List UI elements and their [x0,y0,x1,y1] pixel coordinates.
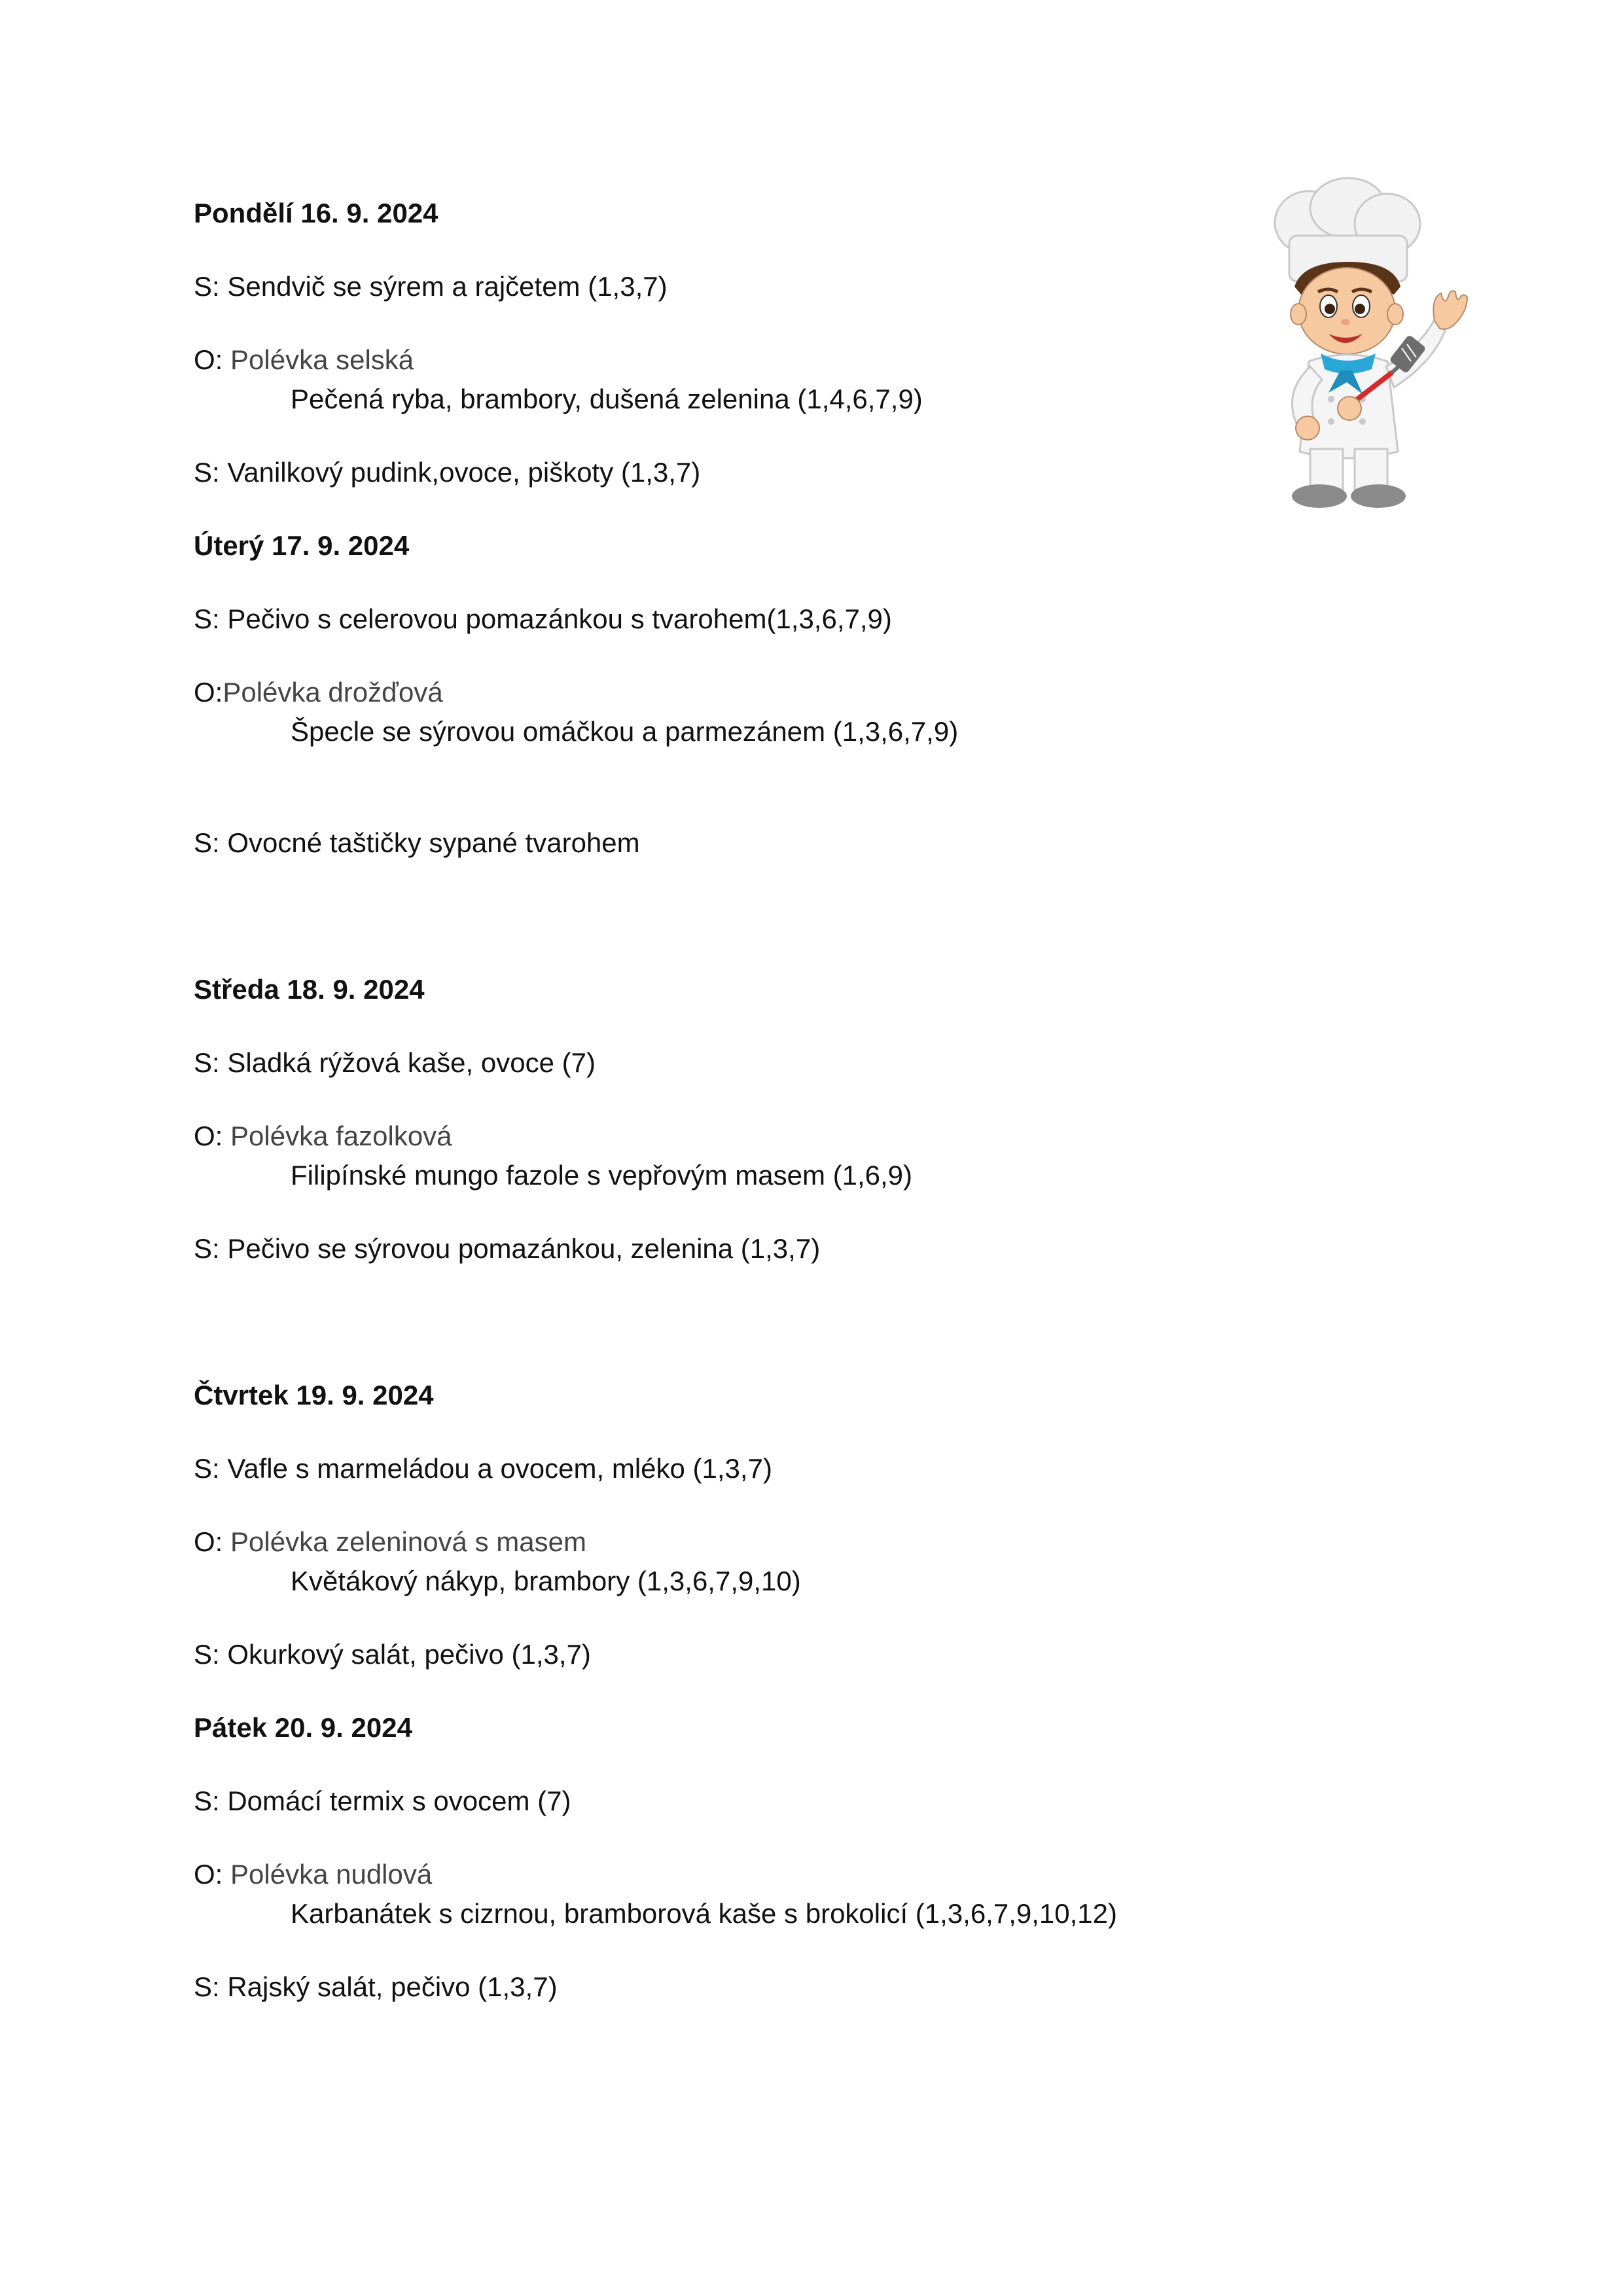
soup-name: Polévka selská [230,344,414,375]
lunch-label: O: [194,677,223,708]
morning-snack-friday: S: Domácí termix s ovocem (7) [194,1785,571,1816]
lunch-label: O: [194,1526,231,1557]
afternoon-snack-friday: S: Rajský salát, pečivo (1,3,7) [194,1971,558,2002]
day-heading-friday: Pátek 20. 9. 2024 [194,1712,412,1743]
lunch-main-wednesday: Filipínské mungo fazole s vepřovým masem (1,6,9) [291,1160,913,1191]
lunch-main-monday: Pečená ryba, brambory, dušená zelenina (1,4,6,7,9) [291,384,923,414]
soup-name: Polévka nudlová [230,1859,433,1890]
lunch-soup-wednesday [194,1118,452,1155]
soup-name: Polévka drožďová [223,677,443,708]
lunch-main-thursday: Květákový nákyp, brambory (1,3,6,7,9,10) [291,1566,801,1596]
soup-name: Polévka zeleninová s masem [230,1526,586,1557]
lunch-soup-monday [194,342,414,378]
day-heading-tuesday: Úterý 17. 9. 2024 [194,530,410,561]
lunch-label: O: [194,344,231,375]
day-heading-thursday: Čtvrtek 19. 9. 2024 [194,1380,434,1410]
soup-name: Polévka fazolková [230,1121,452,1151]
afternoon-snack-tuesday: S: Ovocné taštičky sypané tvarohem [194,827,640,858]
afternoon-snack-thursday: S: Okurkový salát, pečivo (1,3,7) [194,1639,591,1670]
chef-illustration-icon [1263,177,1479,517]
lunch-label: O: [194,1859,231,1890]
morning-snack-thursday: S: Vafle s marmeládou a ovocem, mléko (1,3,7) [194,1453,772,1484]
lunch-label: O: [194,1121,231,1151]
day-heading-monday: Pondělí 16. 9. 2024 [194,198,438,228]
morning-snack-tuesday: S: Pečivo s celerovou pomazánkou s tvarohem(1,3,6,7,9) [194,603,892,634]
morning-snack-wednesday: S: Sladká rýžová kaše, ovoce (7) [194,1047,596,1078]
lunch-main-friday: Karbanátek s cizrnou, bramborová kaše s brokolicí (1,3,6,7,9,10,12) [291,1898,1117,1929]
lunch-soup-tuesday [194,674,443,711]
lunch-main-tuesday: Špecle se sýrovou omáčkou a parmezánem (1,3,6,7,9) [291,716,959,747]
lunch-soup-friday [194,1856,432,1893]
afternoon-snack-monday: S: Vanilkový pudink,ovoce, piškoty (1,3,7) [194,457,701,488]
morning-snack-monday: S: Sendvič se sýrem a rajčetem (1,3,7) [194,271,668,302]
afternoon-snack-wednesday: S: Pečivo se sýrovou pomazánkou, zelenina (1,3,7) [194,1233,821,1264]
day-heading-wednesday: Středa 18. 9. 2024 [194,974,425,1005]
lunch-soup-thursday [194,1524,586,1560]
